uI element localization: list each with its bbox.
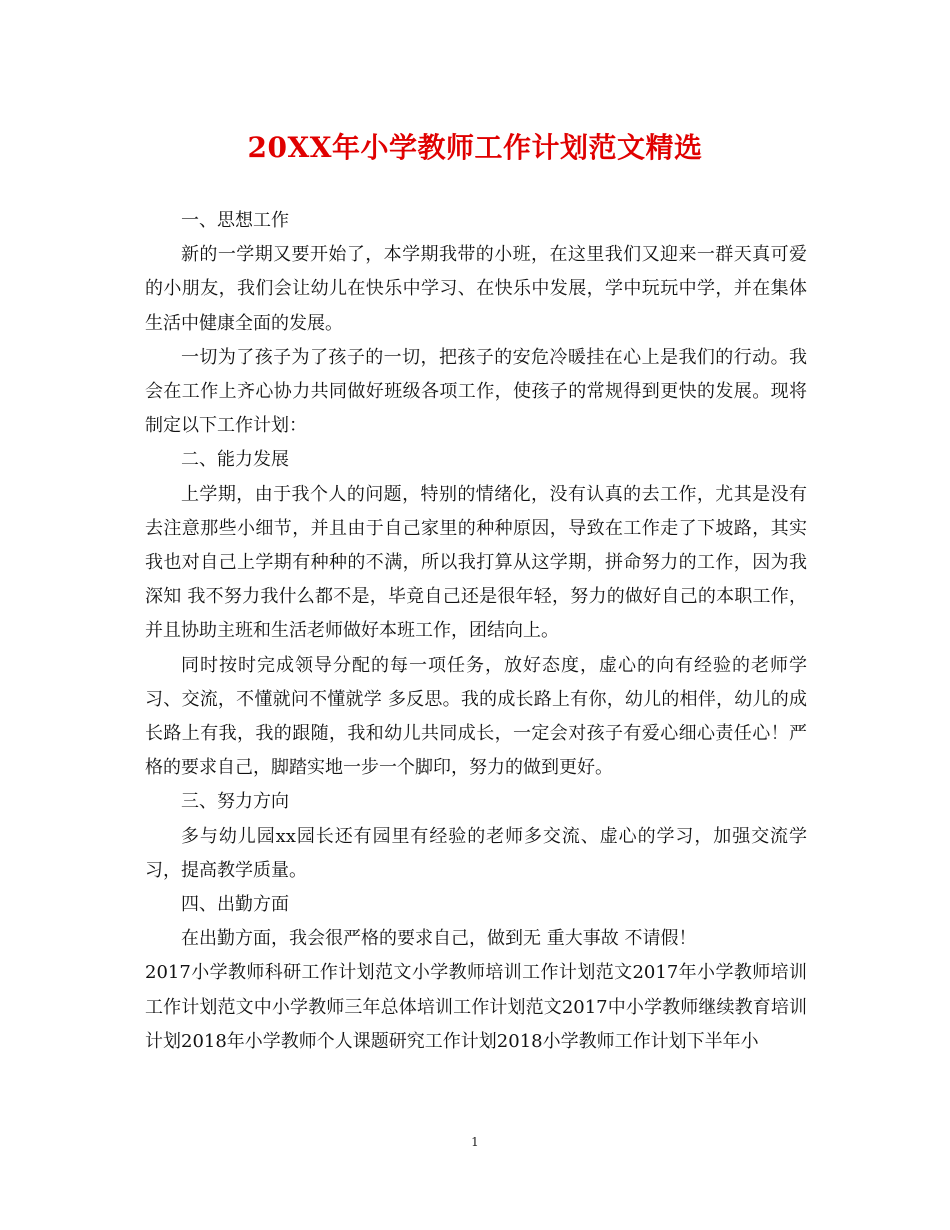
section-heading-ability: 二、能力发展: [181, 449, 289, 471]
paragraph: 新的一学期又要开始了，本学期我带的小班，在这里我们又迎来一群天真可爱的小朋友，我们会让幼儿在快乐中学习、在快乐中发展，学中玩玩中学，并在集体生活中健康全面的发展。: [145, 244, 807, 334]
paragraph: 上学期，由于我个人的问题，特别的情绪化，没有认真的去工作，尤其是没有去注意那些小细节，并且由于自己家里的种种原因，导致在工作走了下坡路，其实我也对自己上学期有种种的不满，所以我打算从这学期，拼命努力的工作，因为我深知 我不努力我什么都不是，毕竟自己还是很年轻，努力的做好自己的本职工作，并且协助主班和生活老师做好本班工作，团结向上。: [145, 483, 807, 642]
page-number: 1: [471, 1135, 479, 1149]
section-heading-thought: 一、思想工作: [181, 210, 289, 231]
paragraph: 同时按时完成领导分配的每一项任务，放好态度，虚心的向有经验的老师学习、交流，不懂就问不懂就学 多反思。我的成长路上有你，幼儿的相伴，幼儿的成长路上有我，我的跟随，我和幼儿共同成长，一定会对孩子有爱心细心责任心！严格的要求自己，脚踏实地一步一个脚印，努力的做到更好。: [145, 654, 807, 779]
document-title: 20XX年小学教师工作计划范文精选: [247, 131, 703, 164]
section-heading-direction: 三、努力方向: [181, 791, 289, 813]
document-body: [145, 204, 807, 1059]
paragraph: 多与幼儿园xx园长还有园里有经验的老师多交流、虚心的学习，加强交流学习，提高教学质量。: [145, 825, 807, 881]
paragraph: 在出勤方面，我会很严格的要求自己，做到无 重大事故 不请假！: [181, 928, 697, 950]
section-heading-attendance: 四、出勤方面: [181, 894, 289, 916]
paragraph: 一切为了孩子为了孩子的一切，把孩子的安危冷暖挂在心上是我们的行动。我会在工作上齐心协力共同做好班级各项工作，使孩子的常规得到更快的发展。现将制定以下工作计划：: [145, 346, 807, 437]
related-articles-text: 2017小学教师科研工作计划范文小学教师培训工作计划范文2017年小学教师培训工作计划范文中小学教师三年总体培训工作计划范文2017中小学教师继续教育培训计划2018年小学教师个人课题研究工作计划2018小学教师工作计划下半年小: [145, 962, 807, 1052]
